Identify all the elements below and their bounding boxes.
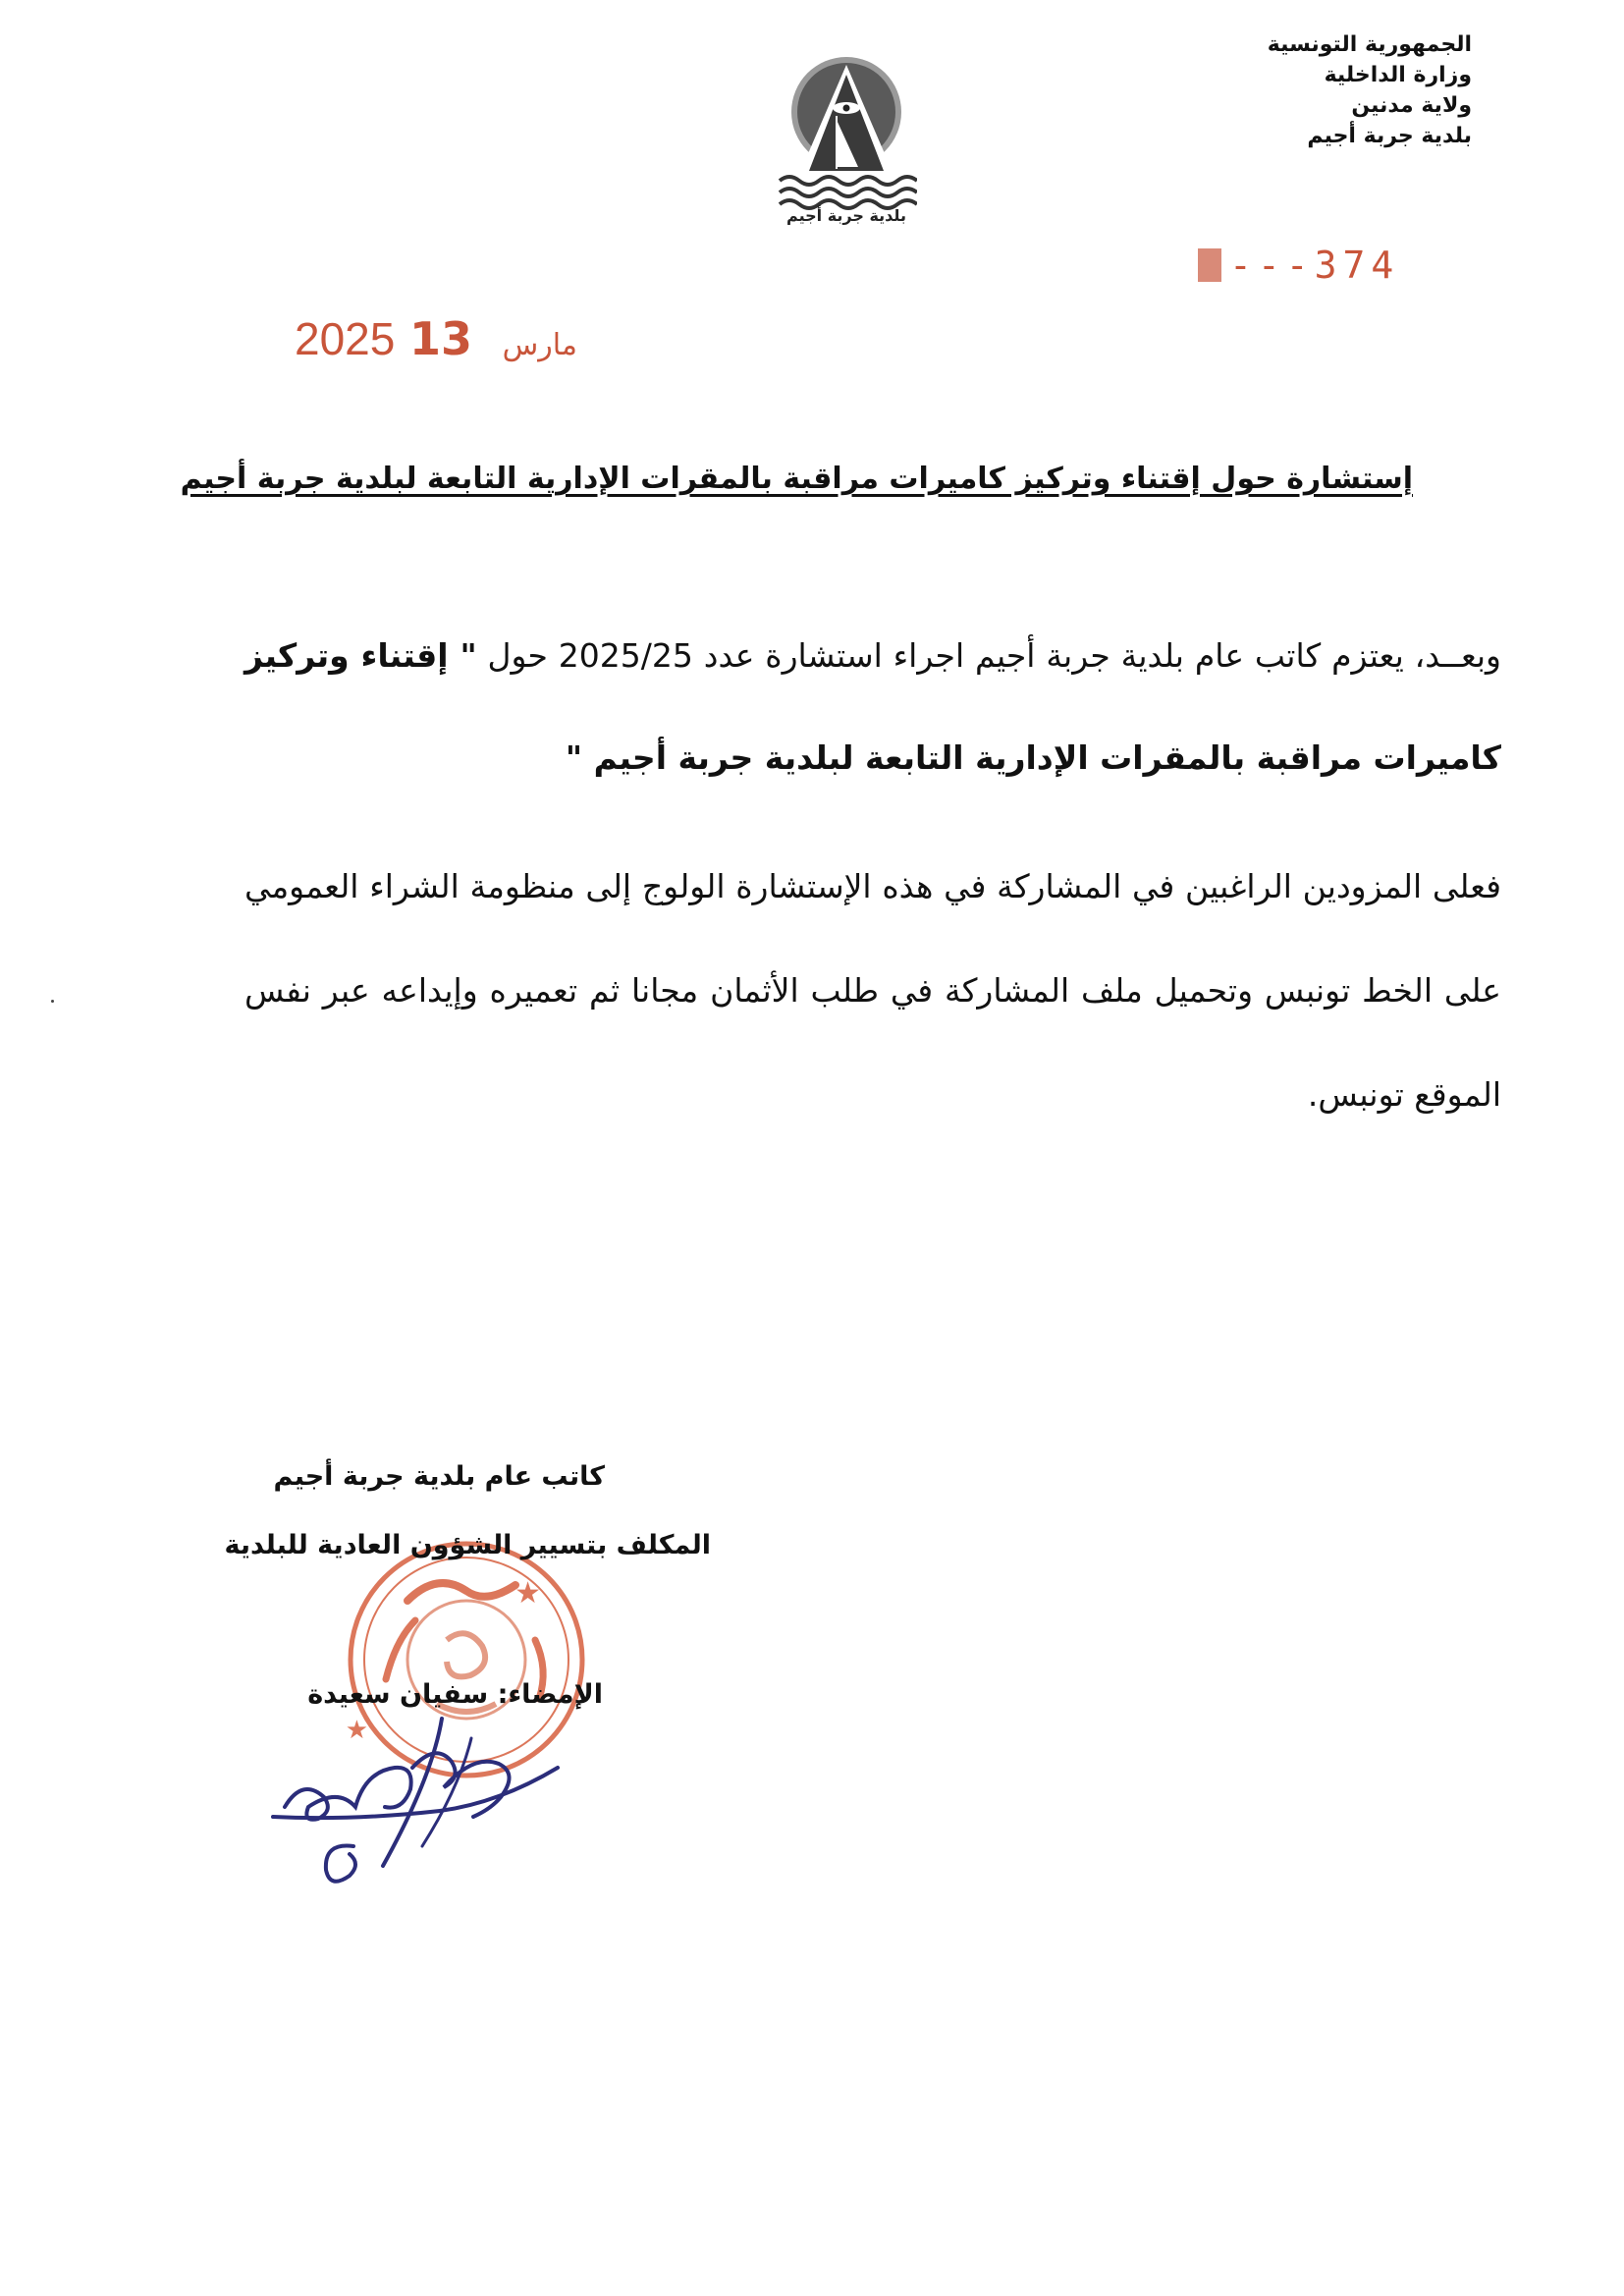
- letterhead-governorate: ولاية مدنين: [1351, 93, 1472, 118]
- body-paragraph-2: فعلى المزودين الراغبين في المشاركة في هذه الإستشارة الولوج إلى منظومة الشراء العمومي على الخط تونبس وتحميل ملف المشاركة في طلب الأثمان مجانا ثم تعميره وإيداعه عبر نفس الموقع تونبس.: [244, 867, 1501, 1114]
- letterhead-municipality: بلدية جربة أجيم: [1307, 124, 1472, 148]
- date-month: مارس: [502, 328, 577, 362]
- date-year: 2025: [295, 313, 396, 364]
- reference-block: [1198, 248, 1221, 282]
- date-stamp: [295, 312, 593, 365]
- svg-text:★: ★: [345, 1716, 368, 1745]
- signatory-name: الإمضاء: سفيان سعيدة: [307, 1679, 603, 1710]
- reference-number: ---374: [1229, 244, 1400, 287]
- letterhead-republic: الجمهورية التونسية: [1267, 32, 1472, 57]
- reference-number-stamp: [1198, 244, 1399, 287]
- scan-speck: [51, 1000, 54, 1003]
- letterhead-ministry: وزارة الداخلية: [1324, 63, 1472, 87]
- signatory-role: المكلف بتسيير الشؤون العادية للبلدية: [224, 1530, 711, 1560]
- letterhead: [1118, 29, 1472, 151]
- handwritten-signature-icon: [265, 1699, 599, 1895]
- signatory-title: كاتب عام بلدية جربة أجيم: [273, 1461, 605, 1492]
- svg-text:★: ★: [514, 1576, 541, 1611]
- body-paragraph-1: [244, 605, 1501, 809]
- paragraph-1-quoted-title: " إقتناء وتركيز كاميرات مراقبة بالمقرات الإدارية التابعة لبلدية جربة أجيم ": [244, 636, 1501, 777]
- letter-subject: إستشارة حول إقتناء وتركيز كاميرات مراقبة بالمقرات الإدارية التابعة لبلدية جربة أجيم: [180, 462, 1413, 496]
- paragraph-1-intro: وبعــد، يعتزم كاتب عام بلدية جربة أجيم اجراء استشارة عدد 2025/25 حول: [476, 636, 1501, 675]
- date-day: 13: [408, 312, 472, 365]
- logo-caption: بلدية جربة أجيم: [786, 206, 906, 225]
